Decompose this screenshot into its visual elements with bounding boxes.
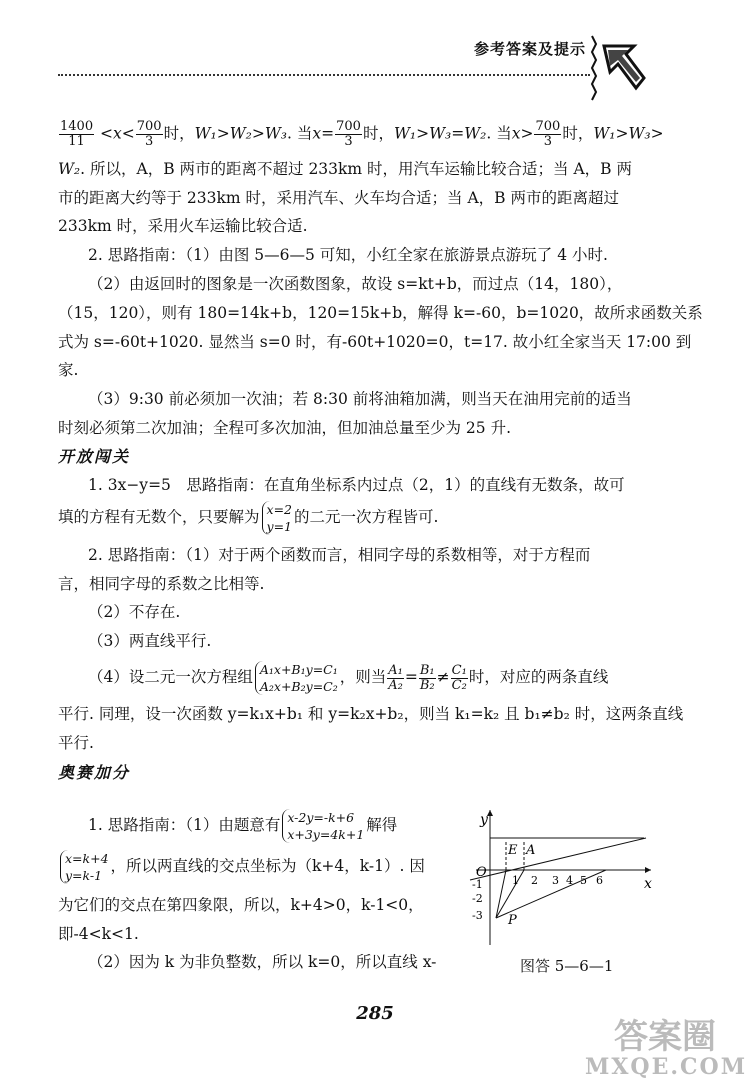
- bonus-line-5: （2）因为 k 为非负整数，所以 k=0，所以直线 x-: [88, 953, 437, 971]
- point-a-label: A: [526, 843, 536, 858]
- answer-line-11: 时刻必须第二次加油；全程可多次加油，但加油总量至少为 25 升.: [58, 419, 512, 437]
- point-e-label: E: [508, 843, 518, 858]
- open-line-7: （4）设二元一次方程组 A₁x+B₁y=C₁ A₂x+B₂y=C₂，则当 $\frac{\text{A₁}}{\text{A₂}}$ = $\frac{\text{B₁}}{\text{B₂}}$ ≠ $\frac{\text{C₁}}{\text{C₂}}$ 时，对应的两条直线: [88, 662, 609, 694]
- x-tick-label: 2: [531, 874, 538, 887]
- watermark-logo: 答案圈 MXQE.COM: [585, 1017, 748, 1080]
- answer-line-8: 式为 s=-60t+1020. 显然当 s=0 时，有-60t+1020=0，t=17. 故小红全家当天 17:00 到: [58, 333, 692, 351]
- fraction-700-3-c: $\frac{700}{3}$: [535, 119, 561, 149]
- equation-system: x=k+4 y=k-1: [60, 850, 109, 884]
- x-tick-label: 3: [552, 874, 559, 887]
- header-title: 参考答案及提示: [474, 40, 587, 58]
- y-tick-label: -3: [472, 909, 483, 922]
- equation-system: x=2 y=1: [262, 501, 293, 535]
- fraction-1400-11: $\frac{1400}{11}$: [60, 119, 94, 149]
- x-tick-label: 1: [512, 874, 519, 887]
- header-dotted-rule: [58, 74, 590, 76]
- section-heading-bonus: 奥赛加分: [58, 763, 131, 782]
- coordinate-figure: [466, 800, 666, 950]
- open-line-1: 1. 3x−y=5 思路指南：在直角坐标系内过点（2，1）的直线有无数条，故可: [88, 476, 625, 494]
- open-line-5: （2）不存在.: [88, 603, 181, 621]
- bonus-line-1: 1. 思路指南：（1）由题意有 x-2y=-k+6 x+3y=4k+1解得: [88, 810, 398, 842]
- answer-line-7: （15，120），则有 180=14k+b，120=15k+b，解得 k=-60，b=1020，故所求函数关系: [58, 304, 703, 322]
- bonus-line-3: 为它们的交点在第四象限，所以，k+4>0，k-1<0，: [58, 896, 424, 914]
- y-axis-label: y: [480, 812, 488, 828]
- fraction-700-3-b: $\frac{700}{3}$: [336, 119, 361, 149]
- equation-system: A₁x+B₁y=C₁ A₂x+B₂y=C₂: [255, 661, 338, 695]
- y-tick-label: -2: [472, 892, 483, 905]
- open-line-8: 平行. 同理，设一次函数 y=k₁x+b₁ 和 y=k₂x+b₂，则当 k₁=k₂ 且 b₁≠b₂ 时，这两条直线: [58, 705, 684, 723]
- arrow-icon: [588, 34, 648, 104]
- x-tick-label: 6: [596, 874, 603, 887]
- open-line-2: 填的方程有无数个，只要解为 x=2 y=1的二元一次方程皆可.: [58, 502, 439, 534]
- section-heading-open: 开放闯关: [58, 447, 131, 466]
- open-line-9: 平行.: [58, 734, 94, 752]
- page-number: 285: [356, 1003, 394, 1024]
- y-tick-label: -1: [472, 878, 483, 891]
- bonus-line-4: 即-4<k<1.: [58, 925, 139, 943]
- answer-line-2: W₂. 所以，A，B 两市的距离不超过 233km 时，用汽车运输比较合适；当 A，B 两: [58, 160, 632, 178]
- point-p-label: P: [508, 913, 517, 928]
- answer-line-5: 2. 思路指南：（1）由图 5—6—5 可知，小红全家在旅游景点游玩了 4 小时.: [88, 246, 608, 264]
- open-line-4: 言，相同字母的系数之比相等.: [58, 575, 265, 593]
- answer-line-6: （2）由返回时的图象是一次函数图象，故设 s=kt+b，而过点（14，180），: [88, 275, 623, 293]
- answer-line-4: 233km 时，采用火车运输比较合适.: [58, 217, 308, 235]
- x-tick-label: 4: [566, 874, 573, 887]
- fraction-700-3: $\frac{700}{3}$: [136, 119, 162, 149]
- bonus-line-2: x=k+4 y=k-1，所以两直线的交点坐标为（k+4，k-1）. 因: [58, 850, 425, 884]
- x-axis-label: x: [644, 876, 652, 892]
- answer-line-9: 家.: [58, 361, 79, 379]
- answer-line-10: （3）9:30 前必须加一次油；若 8:30 前将油箱加满，则当天在油用完前的适当: [88, 390, 632, 408]
- open-line-6: （3）两直线平行.: [88, 632, 212, 650]
- answer-line-1: $\frac{1400}{11}$ <x< $\frac{700}{3}$ 时，W₁>W₂>W₃. 当x= $\frac{700}{3}$ 时，W₁>W₃=W₂. 当x> $\frac{700}{3}$ 时，W₁>W₃>: [60, 119, 664, 149]
- x-tick-label: 5: [580, 874, 587, 887]
- equation-system: x-2y=-k+6 x+3y=4k+1: [282, 809, 364, 843]
- open-line-3: 2. 思路指南：（1）对于两个函数而言，相同字母的系数相等，对于方程而: [88, 546, 591, 564]
- figure-caption: 图答 5—6—1: [520, 957, 614, 975]
- origin-label: O: [476, 865, 487, 880]
- answer-line-3: 市的距离大约等于 233km 时，采用汽车、火车均合适；当 A，B 两市的距离超过: [58, 189, 619, 207]
